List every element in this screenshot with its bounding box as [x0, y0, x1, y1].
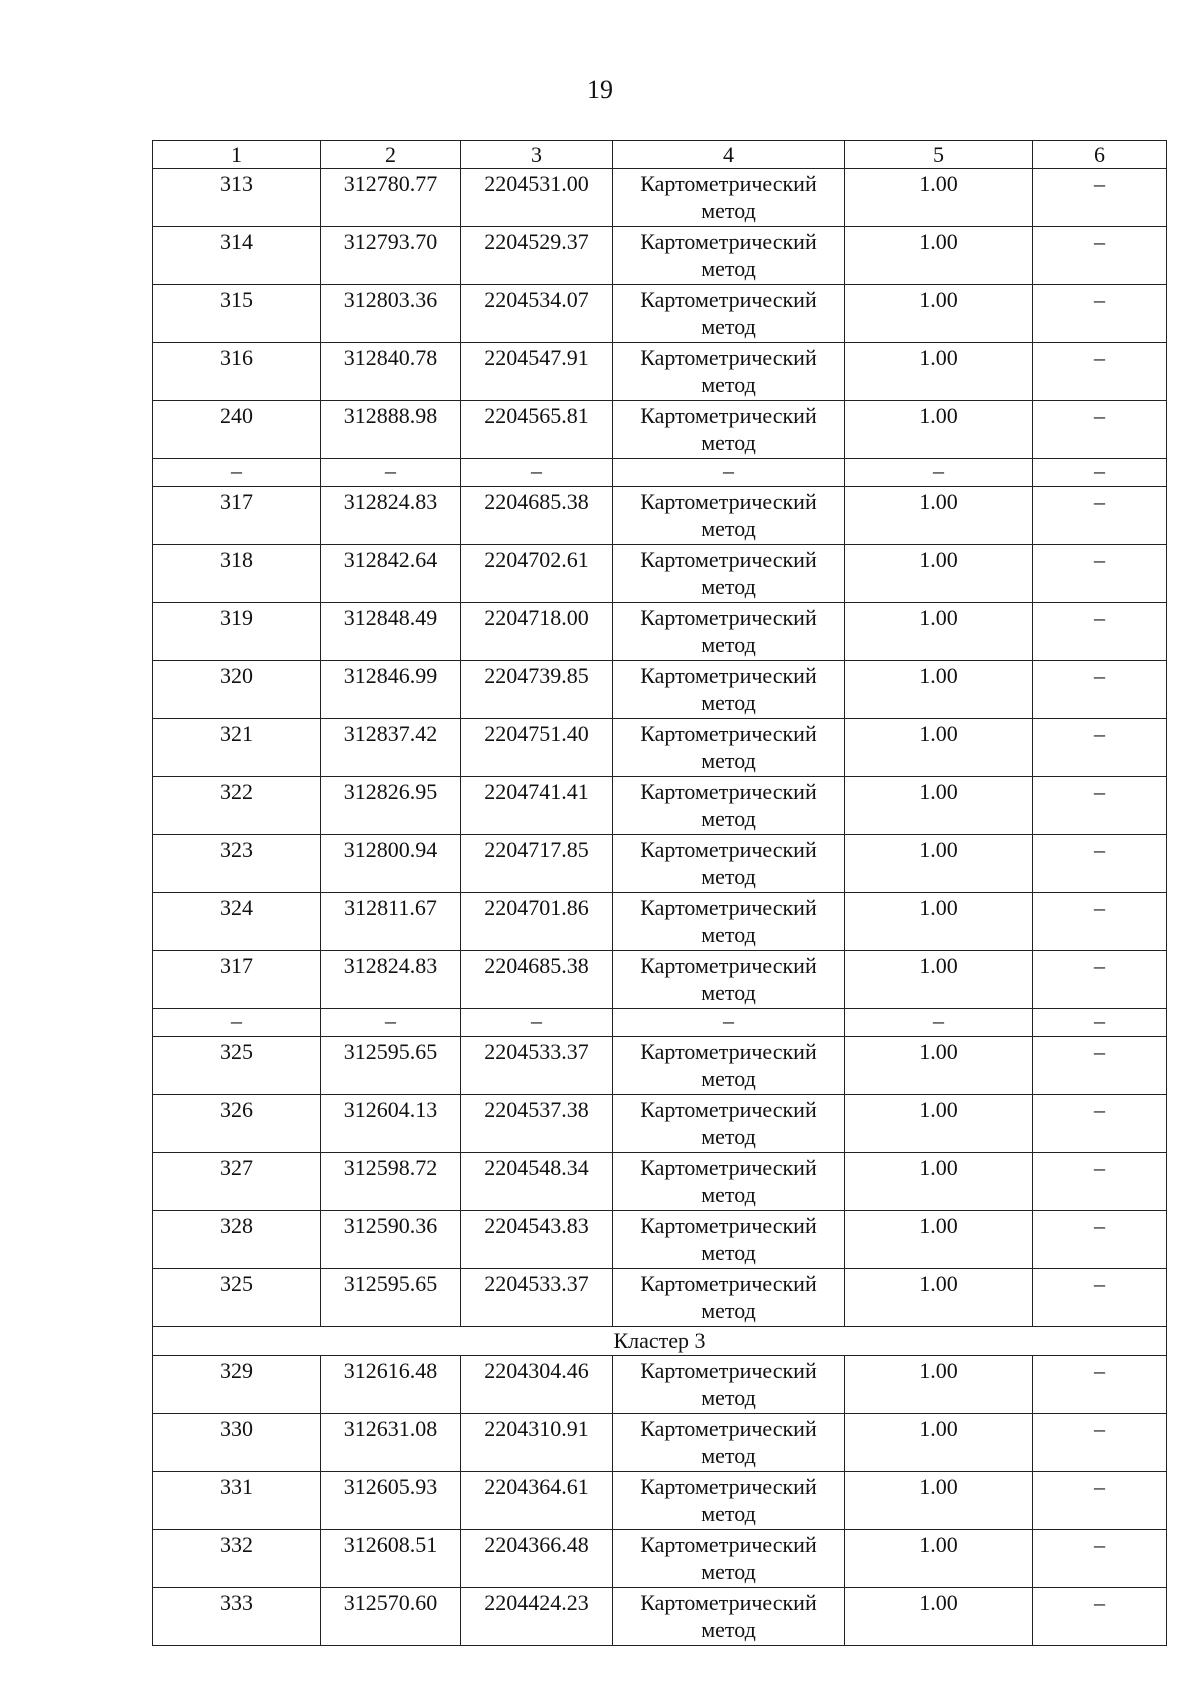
x-coordinate-cell: 312824.83: [321, 951, 461, 1009]
header-cell: 2: [321, 141, 461, 169]
table-row: [153, 227, 1167, 285]
dash-cell: –: [321, 1009, 461, 1037]
y-coordinate-cell: 2204548.34: [461, 1153, 613, 1211]
y-coordinate-cell: 2204537.38: [461, 1095, 613, 1153]
y-coordinate-cell: 2204717.85: [461, 835, 613, 893]
x-coordinate-cell: 312605.93: [321, 1472, 461, 1530]
method-cell: Картометрический метод: [613, 1414, 845, 1472]
note-cell: –: [1033, 1530, 1167, 1588]
method-cell: Картометрический метод: [613, 1153, 845, 1211]
point-number-cell: 327: [153, 1153, 321, 1211]
point-number-cell: 317: [153, 487, 321, 545]
table-row: [153, 1037, 1167, 1095]
header-cell: 3: [461, 141, 613, 169]
method-cell: Картометрический метод: [613, 1472, 845, 1530]
y-coordinate-cell: 2204304.46: [461, 1356, 613, 1414]
dash-cell: –: [153, 459, 321, 487]
point-number-cell: 325: [153, 1269, 321, 1327]
y-coordinate-cell: 2204739.85: [461, 661, 613, 719]
method-cell: Картометрический метод: [613, 661, 845, 719]
note-cell: –: [1033, 1037, 1167, 1095]
method-cell: Картометрический метод: [613, 343, 845, 401]
table-body: [153, 141, 1167, 1646]
accuracy-cell: 1.00: [845, 1095, 1033, 1153]
header-cell: 1: [153, 141, 321, 169]
accuracy-cell: 1.00: [845, 1530, 1033, 1588]
note-cell: –: [1033, 661, 1167, 719]
y-coordinate-cell: 2204531.00: [461, 169, 613, 227]
method-cell: Картометрический метод: [613, 835, 845, 893]
table-row: [153, 719, 1167, 777]
note-cell: –: [1033, 1269, 1167, 1327]
table-row: [153, 1269, 1167, 1327]
note-cell: –: [1033, 227, 1167, 285]
cluster-row: [153, 1327, 1167, 1356]
table-row: [153, 1356, 1167, 1414]
point-number-cell: 330: [153, 1414, 321, 1472]
point-number-cell: 316: [153, 343, 321, 401]
table-row: [153, 1414, 1167, 1472]
table-row: [153, 169, 1167, 227]
y-coordinate-cell: 2204547.91: [461, 343, 613, 401]
dash-cell: –: [613, 1009, 845, 1037]
x-coordinate-cell: 312803.36: [321, 285, 461, 343]
point-number-cell: 326: [153, 1095, 321, 1153]
dash-cell: –: [845, 1009, 1033, 1037]
coordinates-table: [152, 140, 1167, 1646]
accuracy-cell: 1.00: [845, 661, 1033, 719]
x-coordinate-cell: 312631.08: [321, 1414, 461, 1472]
note-cell: –: [1033, 893, 1167, 951]
x-coordinate-cell: 312800.94: [321, 835, 461, 893]
x-coordinate-cell: 312888.98: [321, 401, 461, 459]
y-coordinate-cell: 2204366.48: [461, 1530, 613, 1588]
y-coordinate-cell: 2204364.61: [461, 1472, 613, 1530]
note-cell: –: [1033, 1356, 1167, 1414]
table-row: [153, 603, 1167, 661]
y-coordinate-cell: 2204685.38: [461, 951, 613, 1009]
x-coordinate-cell: 312598.72: [321, 1153, 461, 1211]
method-cell: Картометрический метод: [613, 1037, 845, 1095]
method-cell: Картометрический метод: [613, 603, 845, 661]
table-row: [153, 1588, 1167, 1646]
accuracy-cell: 1.00: [845, 835, 1033, 893]
x-coordinate-cell: 312616.48: [321, 1356, 461, 1414]
y-coordinate-cell: 2204310.91: [461, 1414, 613, 1472]
point-number-cell: 320: [153, 661, 321, 719]
accuracy-cell: 1.00: [845, 285, 1033, 343]
accuracy-cell: 1.00: [845, 1472, 1033, 1530]
method-cell: Картометрический метод: [613, 487, 845, 545]
separator-row: [153, 459, 1167, 487]
method-cell: Картометрический метод: [613, 1269, 845, 1327]
x-coordinate-cell: 312570.60: [321, 1588, 461, 1646]
method-cell: Картометрический метод: [613, 777, 845, 835]
point-number-cell: 325: [153, 1037, 321, 1095]
y-coordinate-cell: 2204565.81: [461, 401, 613, 459]
x-coordinate-cell: 312846.99: [321, 661, 461, 719]
dash-cell: –: [1033, 459, 1167, 487]
method-cell: Картометрический метод: [613, 1530, 845, 1588]
accuracy-cell: 1.00: [845, 1153, 1033, 1211]
table-row: [153, 1530, 1167, 1588]
header-cell: 6: [1033, 141, 1167, 169]
table-row: [153, 1472, 1167, 1530]
accuracy-cell: 1.00: [845, 1211, 1033, 1269]
accuracy-cell: 1.00: [845, 1356, 1033, 1414]
note-cell: –: [1033, 1211, 1167, 1269]
note-cell: –: [1033, 951, 1167, 1009]
point-number-cell: 324: [153, 893, 321, 951]
table-row: [153, 487, 1167, 545]
accuracy-cell: 1.00: [845, 545, 1033, 603]
point-number-cell: 321: [153, 719, 321, 777]
table-row: [153, 401, 1167, 459]
y-coordinate-cell: 2204529.37: [461, 227, 613, 285]
y-coordinate-cell: 2204533.37: [461, 1037, 613, 1095]
note-cell: –: [1033, 1153, 1167, 1211]
note-cell: –: [1033, 777, 1167, 835]
accuracy-cell: 1.00: [845, 719, 1033, 777]
note-cell: –: [1033, 1414, 1167, 1472]
y-coordinate-cell: 2204424.23: [461, 1588, 613, 1646]
cluster-label: Кластер 3: [153, 1327, 1167, 1356]
y-coordinate-cell: 2204751.40: [461, 719, 613, 777]
accuracy-cell: 1.00: [845, 777, 1033, 835]
point-number-cell: 329: [153, 1356, 321, 1414]
x-coordinate-cell: 312837.42: [321, 719, 461, 777]
dash-cell: –: [461, 1009, 613, 1037]
header-cell: 4: [613, 141, 845, 169]
x-coordinate-cell: 312811.67: [321, 893, 461, 951]
method-cell: Картометрический метод: [613, 401, 845, 459]
method-cell: Картометрический метод: [613, 285, 845, 343]
dash-cell: –: [1033, 1009, 1167, 1037]
header-cell: 5: [845, 141, 1033, 169]
accuracy-cell: 1.00: [845, 343, 1033, 401]
point-number-cell: 322: [153, 777, 321, 835]
page-number: 19: [587, 75, 613, 104]
note-cell: –: [1033, 603, 1167, 661]
point-number-cell: 333: [153, 1588, 321, 1646]
table-row: [153, 545, 1167, 603]
method-cell: Картометрический метод: [613, 1095, 845, 1153]
accuracy-cell: 1.00: [845, 893, 1033, 951]
y-coordinate-cell: 2204543.83: [461, 1211, 613, 1269]
method-cell: Картометрический метод: [613, 1356, 845, 1414]
table-row: [153, 1095, 1167, 1153]
method-cell: Картометрический метод: [613, 893, 845, 951]
dash-cell: –: [461, 459, 613, 487]
note-cell: –: [1033, 169, 1167, 227]
y-coordinate-cell: 2204718.00: [461, 603, 613, 661]
method-cell: Картометрический метод: [613, 951, 845, 1009]
point-number-cell: 331: [153, 1472, 321, 1530]
accuracy-cell: 1.00: [845, 603, 1033, 661]
accuracy-cell: 1.00: [845, 1414, 1033, 1472]
accuracy-cell: 1.00: [845, 1037, 1033, 1095]
accuracy-cell: 1.00: [845, 487, 1033, 545]
separator-row: [153, 1009, 1167, 1037]
y-coordinate-cell: 2204702.61: [461, 545, 613, 603]
table-row: [153, 951, 1167, 1009]
y-coordinate-cell: 2204534.07: [461, 285, 613, 343]
dash-cell: –: [153, 1009, 321, 1037]
point-number-cell: 315: [153, 285, 321, 343]
note-cell: –: [1033, 835, 1167, 893]
note-cell: –: [1033, 343, 1167, 401]
point-number-cell: 317: [153, 951, 321, 1009]
table-row: [153, 1211, 1167, 1269]
table-row: [153, 1153, 1167, 1211]
x-coordinate-cell: 312595.65: [321, 1269, 461, 1327]
accuracy-cell: 1.00: [845, 169, 1033, 227]
y-coordinate-cell: 2204701.86: [461, 893, 613, 951]
x-coordinate-cell: 312848.49: [321, 603, 461, 661]
x-coordinate-cell: 312824.83: [321, 487, 461, 545]
note-cell: –: [1033, 401, 1167, 459]
header-row: [153, 141, 1167, 169]
method-cell: Картометрический метод: [613, 169, 845, 227]
table-row: [153, 777, 1167, 835]
method-cell: Картометрический метод: [613, 719, 845, 777]
note-cell: –: [1033, 1095, 1167, 1153]
point-number-cell: 313: [153, 169, 321, 227]
point-number-cell: 318: [153, 545, 321, 603]
dash-cell: –: [321, 459, 461, 487]
accuracy-cell: 1.00: [845, 951, 1033, 1009]
point-number-cell: 240: [153, 401, 321, 459]
x-coordinate-cell: 312604.13: [321, 1095, 461, 1153]
table-row: [153, 343, 1167, 401]
table-row: [153, 285, 1167, 343]
y-coordinate-cell: 2204741.41: [461, 777, 613, 835]
dash-cell: –: [845, 459, 1033, 487]
table-row: [153, 835, 1167, 893]
x-coordinate-cell: 312842.64: [321, 545, 461, 603]
note-cell: –: [1033, 1472, 1167, 1530]
x-coordinate-cell: 312793.70: [321, 227, 461, 285]
note-cell: –: [1033, 1588, 1167, 1646]
method-cell: Картометрический метод: [613, 545, 845, 603]
point-number-cell: 323: [153, 835, 321, 893]
x-coordinate-cell: 312608.51: [321, 1530, 461, 1588]
note-cell: –: [1033, 285, 1167, 343]
x-coordinate-cell: 312840.78: [321, 343, 461, 401]
note-cell: –: [1033, 487, 1167, 545]
x-coordinate-cell: 312780.77: [321, 169, 461, 227]
y-coordinate-cell: 2204533.37: [461, 1269, 613, 1327]
x-coordinate-cell: 312826.95: [321, 777, 461, 835]
x-coordinate-cell: 312595.65: [321, 1037, 461, 1095]
table-row: [153, 893, 1167, 951]
table-row: [153, 661, 1167, 719]
accuracy-cell: 1.00: [845, 1588, 1033, 1646]
accuracy-cell: 1.00: [845, 227, 1033, 285]
method-cell: Картометрический метод: [613, 1211, 845, 1269]
dash-cell: –: [613, 459, 845, 487]
y-coordinate-cell: 2204685.38: [461, 487, 613, 545]
accuracy-cell: 1.00: [845, 401, 1033, 459]
note-cell: –: [1033, 719, 1167, 777]
accuracy-cell: 1.00: [845, 1269, 1033, 1327]
point-number-cell: 332: [153, 1530, 321, 1588]
point-number-cell: 328: [153, 1211, 321, 1269]
method-cell: Картометрический метод: [613, 1588, 845, 1646]
x-coordinate-cell: 312590.36: [321, 1211, 461, 1269]
method-cell: Картометрический метод: [613, 227, 845, 285]
point-number-cell: 314: [153, 227, 321, 285]
note-cell: –: [1033, 545, 1167, 603]
point-number-cell: 319: [153, 603, 321, 661]
